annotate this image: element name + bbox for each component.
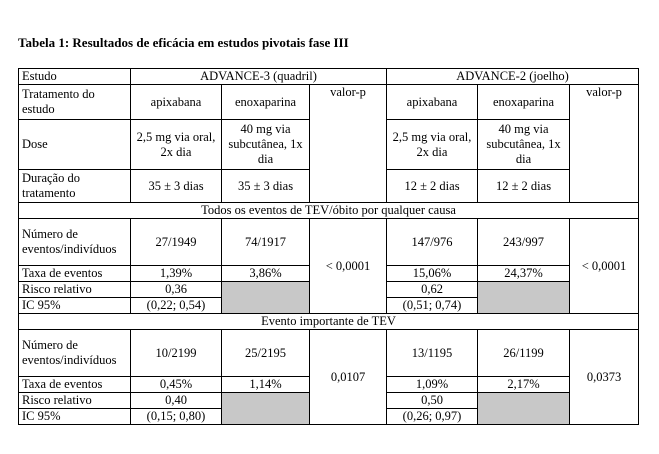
section2-num-a3-apix: 10/2199 [131,330,222,377]
dose-a2-apix: 2,5 mg via oral, 2x dia [387,120,478,170]
section1-taxa-a2-enox: 24,37% [478,266,570,282]
section2-num-label: Número de eventos/indivíduos [19,330,131,377]
section1-title-row [19,203,639,219]
header-a3-valor-p: valor-p [310,85,387,203]
section2-taxa-a2-enox: 2,17% [478,377,570,393]
section2-risco-label: Risco relativo [19,393,131,409]
section1-ic-a3: (0,22; 0,54) [131,298,222,314]
section2-taxa-a2-apix: 1,09% [387,377,478,393]
section2-taxa-a3-apix: 0,45% [131,377,222,393]
section2-title: Evento importante de TEV [19,314,639,330]
section1-shaded-a2 [478,282,570,314]
header-row-treatment [19,85,639,120]
section1-taxa-a3-apix: 1,39% [131,266,222,282]
header-a2-enoxaparina: enoxaparina [478,85,570,120]
section2-ic-label: IC 95% [19,409,131,425]
section1-num-label: Número de eventos/indivíduos [19,219,131,266]
section1-num-a3-apix: 27/1949 [131,219,222,266]
duracao-a2-enox: 12 ± 2 dias [478,170,570,203]
duracao-a2-apix: 12 ± 2 dias [387,170,478,203]
section2-num-a3-enox: 25/2195 [222,330,310,377]
section2-num-a2-apix: 13/1195 [387,330,478,377]
dose-label: Dose [19,120,131,170]
header-advance3: ADVANCE-3 (quadril) [131,69,387,85]
header-a2-apixabana: apixabana [387,85,478,120]
section1-ic-label: IC 95% [19,298,131,314]
section2-shaded-a2 [478,393,570,425]
section1-risco-a2: 0,62 [387,282,478,298]
section1-title: Todos os eventos de TEV/óbito por qualquer causa [19,203,639,219]
section2-p-a3: 0,0107 [310,330,387,425]
duracao-a3-apix: 35 ± 3 dias [131,170,222,203]
section1-p-a3: < 0,0001 [310,219,387,314]
section2-num-a2-enox: 26/1199 [478,330,570,377]
section1-taxa-a2-apix: 15,06% [387,266,478,282]
section2-risco-a3: 0,40 [131,393,222,409]
dose-a3-apix: 2,5 mg via oral, 2x dia [131,120,222,170]
duracao-a3-enox: 35 ± 3 dias [222,170,310,203]
efficacy-table [18,68,639,425]
section2-p-a2: 0,0373 [570,330,639,425]
header-a2-valor-p: valor-p [570,85,639,203]
section2-num-row [19,330,639,377]
header-row-study [19,69,639,85]
section1-risco-a3: 0,36 [131,282,222,298]
section2-title-row [19,314,639,330]
duracao-label: Duração do tratamento [19,170,131,203]
section1-taxa-label: Taxa de eventos [19,266,131,282]
section2-taxa-label: Taxa de eventos [19,377,131,393]
section1-num-a2-apix: 147/976 [387,219,478,266]
section1-num-a2-enox: 243/997 [478,219,570,266]
section1-risco-label: Risco relativo [19,282,131,298]
header-a3-enoxaparina: enoxaparina [222,85,310,120]
section1-num-row [19,219,639,266]
section2-ic-a3: (0,15; 0,80) [131,409,222,425]
header-advance2: ADVANCE-2 (joelho) [387,69,639,85]
header-tratamento: Tratamento do estudo [19,85,131,120]
header-a3-apixabana: apixabana [131,85,222,120]
section2-taxa-a3-enox: 1,14% [222,377,310,393]
dose-a3-enox: 40 mg via subcutânea, 1x dia [222,120,310,170]
section2-shaded-a3 [222,393,310,425]
section1-taxa-a3-enox: 3,86% [222,266,310,282]
section2-risco-a2: 0,50 [387,393,478,409]
section1-num-a3-enox: 74/1917 [222,219,310,266]
dose-a2-enox: 40 mg via subcutânea, 1x dia [478,120,570,170]
section1-p-a2: < 0,0001 [570,219,639,314]
section1-shaded-a3 [222,282,310,314]
header-estudo: Estudo [19,69,131,85]
table-caption: Tabela 1: Resultados de eficácia em estudos pivotais fase III [18,35,349,50]
section2-ic-a2: (0,26; 0,97) [387,409,478,425]
section1-ic-a2: (0,51; 0,74) [387,298,478,314]
